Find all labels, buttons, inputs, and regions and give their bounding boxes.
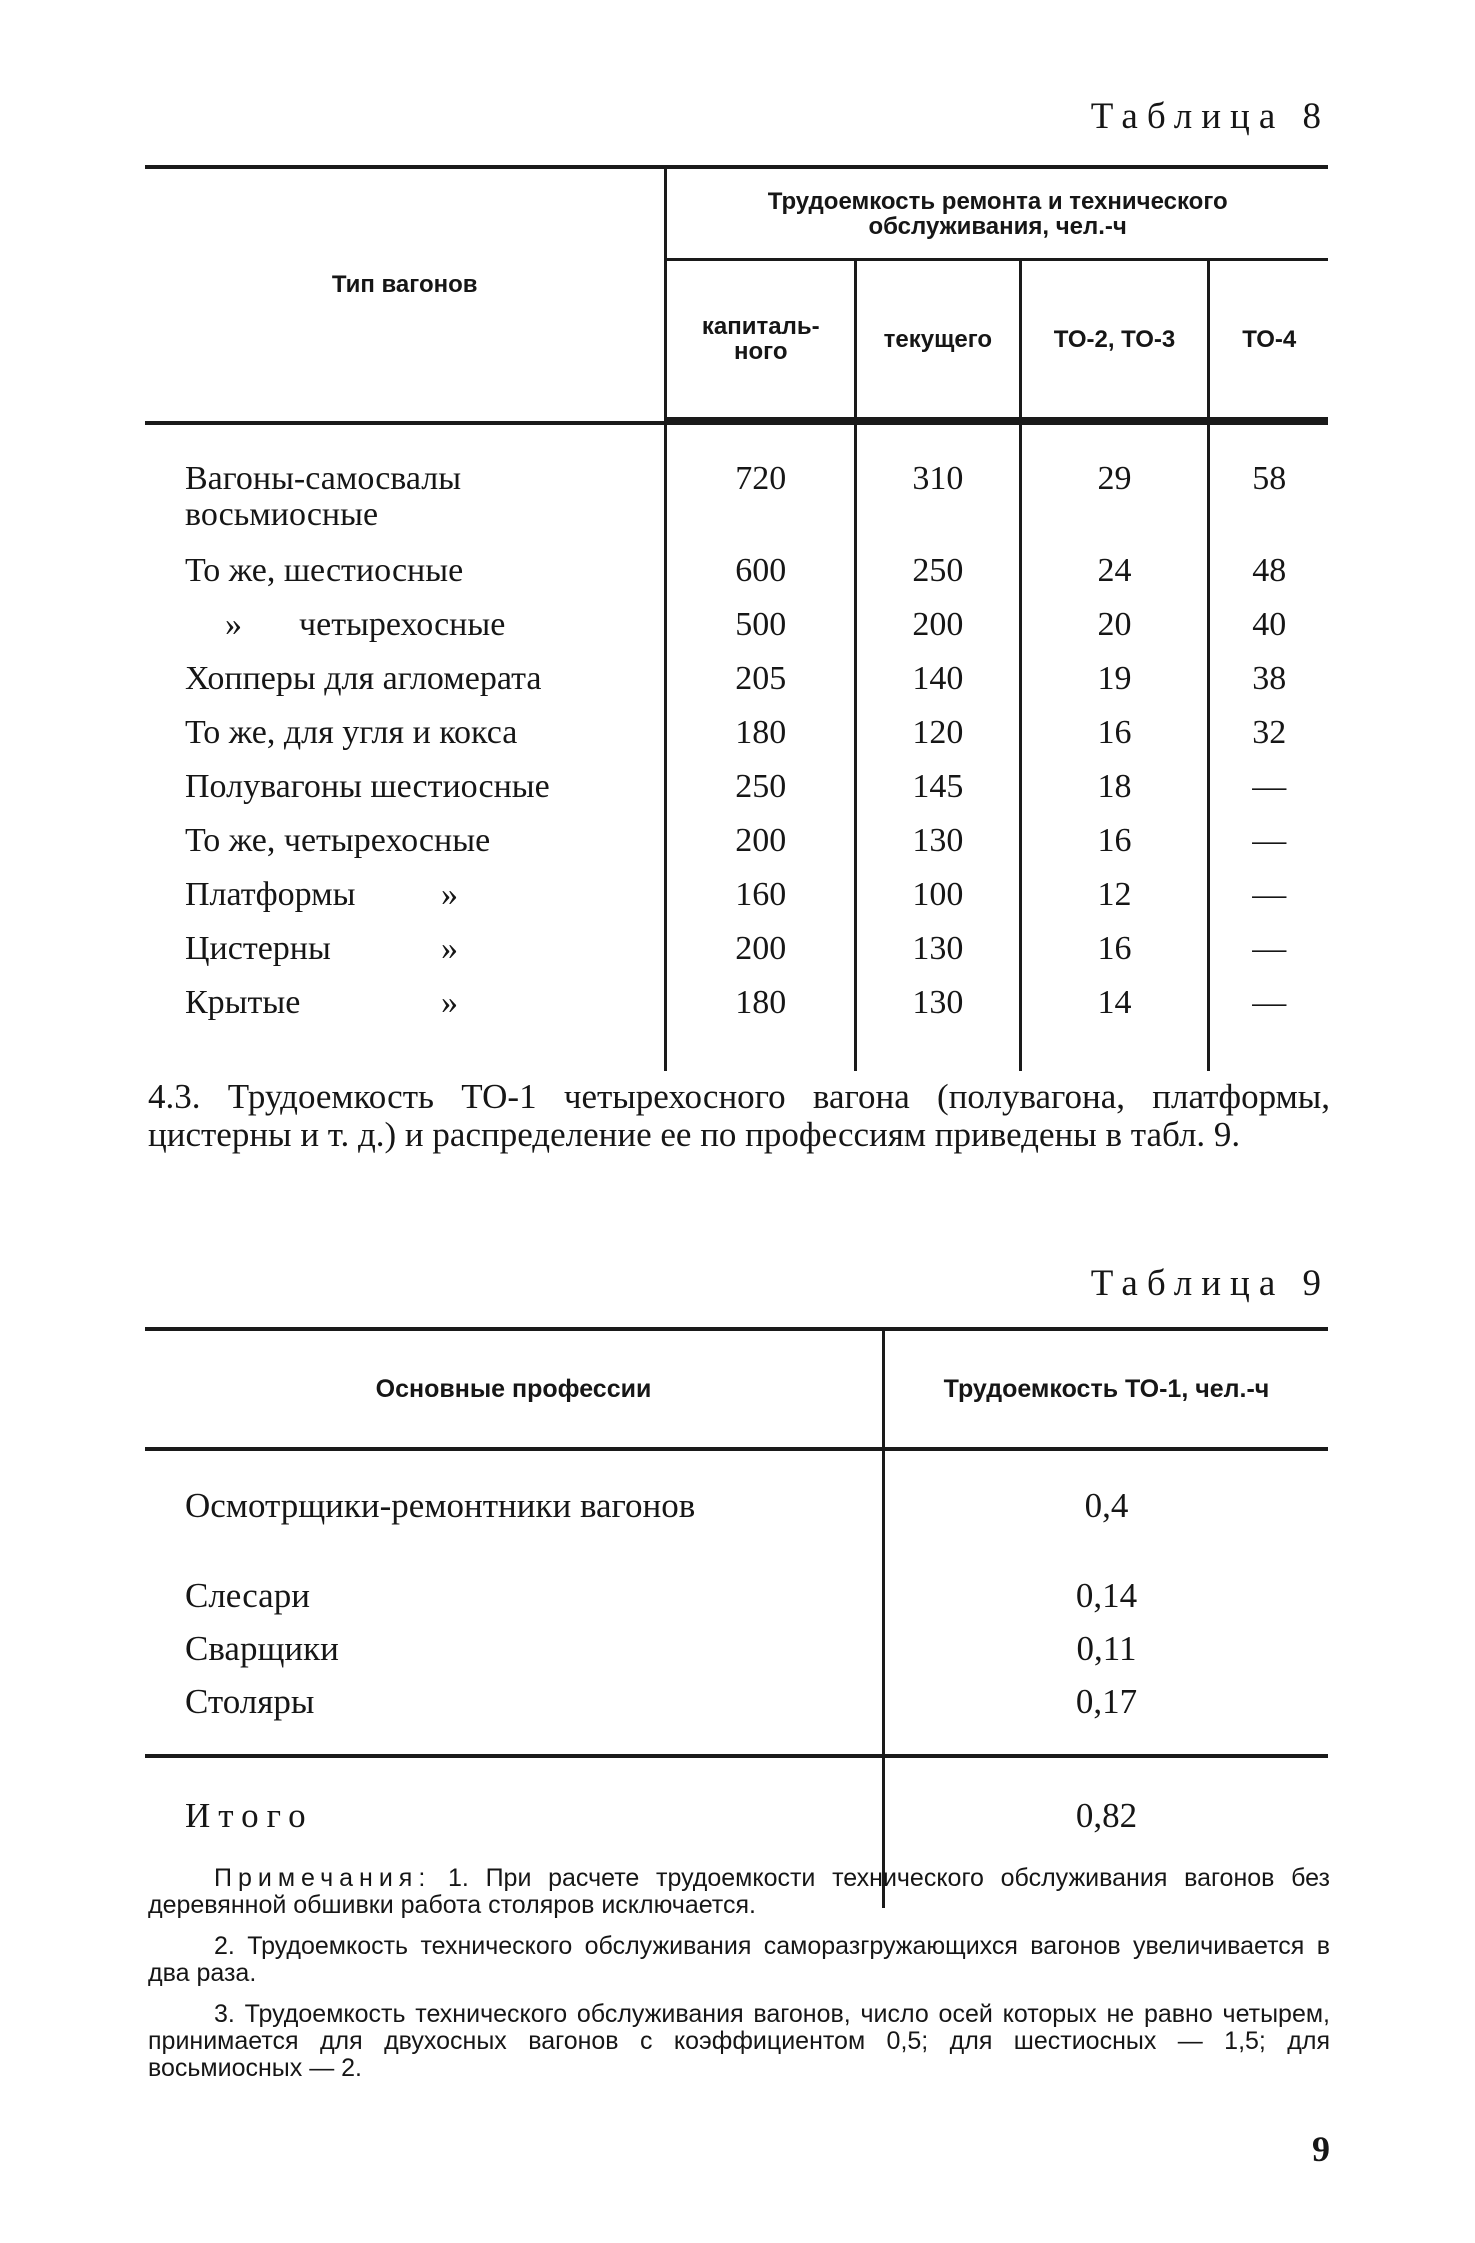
table-row [145,1631,1328,1684]
table-row [145,661,1328,715]
row-name-text: Платформы [185,876,356,913]
cell-to4: — [1209,877,1328,931]
table-row [145,769,1328,823]
table9 [145,1327,1328,1908]
cell-to23: 12 [1020,877,1209,931]
labor-value: 0,4 [1084,1486,1129,1525]
cell-to4: — [1209,985,1328,1071]
cell-capital: 180 [666,715,856,769]
table8 [145,165,1328,1071]
note-3: 3. Трудоемкость технического обслуживания вагонов, число осей которых не равно четырем, принимается для двухосных вагонов с коэффициентом 0,5; для шестиосных — 1,5; для восьмиосных — 2. [148,2000,1330,2082]
row-name-text: Цистерны [185,930,331,967]
row-name [145,985,666,1071]
cell-capital: 600 [666,553,856,607]
cell-capital: 250 [666,769,856,823]
cell-current: 130 [856,931,1020,985]
cell-current: 100 [856,877,1020,931]
table8-header-to23: ТО-2, ТО-3 [1020,260,1209,419]
cell-current: 140 [856,661,1020,715]
cell-to23: 24 [1020,553,1209,607]
cell-to23: 16 [1020,715,1209,769]
table9-caption: Таблица 9 [1090,1263,1330,1304]
labor-value: 0,11 [1076,1629,1137,1668]
cell-to4: — [1209,931,1328,985]
row-name [145,607,666,661]
profession-name: Сварщики [145,1631,884,1684]
note-1 [148,1865,1330,1919]
cell-current: 250 [856,553,1020,607]
cell-to23: 19 [1020,661,1209,715]
table8-header-to4: ТО-4 [1209,260,1328,419]
row-name: Вагоны-самосвалы восьмиосные [185,460,462,533]
cell-to4: — [1209,823,1328,877]
paragraph-4-3: 4.3. Трудоемкость ТО-1 четырехосного вагона (полувагона, платформы, цистерны и т. д.) и распределение ее по профессиям приведены в табл. 9. [148,1077,1330,1154]
cell-capital: 720 [666,423,856,553]
cell-capital: 200 [666,931,856,985]
table8-header-group: Трудоемкость ремонта и технического обслуживания, чел.-ч [666,167,1328,260]
row-name-text: Крытые [185,984,301,1021]
table8-header-current: текущего [856,260,1020,419]
cell-to4: 40 [1209,607,1328,661]
labor-value: 0,14 [1075,1576,1138,1615]
table-row [145,553,1328,607]
ditto-mark: » [225,606,242,643]
table8-caption: Таблица 8 [1090,96,1330,137]
table-row [145,877,1328,931]
cell-current: 310 [856,423,1020,553]
row-name [145,931,666,985]
ditto-mark: » [441,984,458,1021]
ditto-mark: » [441,876,458,913]
table-row [145,1684,1328,1756]
cell-to23: 20 [1020,607,1209,661]
cell-to23: 18 [1020,769,1209,823]
profession-name: Осмотрщики-ремонтники вагонов [145,1449,884,1578]
note-1-text: 1. При расчете трудоемкости технического обслуживания вагонов без деревянной обшивки работа столяров исключается. [148,1864,1330,1919]
labor-value: 0,17 [884,1684,1329,1756]
cell-capital: 200 [666,823,856,877]
cell-current: 200 [856,607,1020,661]
table-row [145,423,1328,553]
table9-header-labor: Трудоемкость ТО-1, чел.-ч [884,1329,1329,1449]
table-row [145,715,1328,769]
cell-capital: 205 [666,661,856,715]
row-name: То же, четырехосные [185,822,491,859]
row-name: Хопперы для агломерата [185,660,542,697]
table-row [145,1449,1328,1578]
table9-header-professions: Основные профессии [145,1329,884,1449]
cell-current: 130 [856,985,1020,1071]
cell-to4: 58 [1209,423,1328,553]
cell-capital: 180 [666,985,856,1071]
total-label: Итого [145,1756,884,1908]
row-name: Полувагоны шестиосные [185,768,550,805]
page-number: 9 [1312,2129,1330,2169]
notes [148,1865,1330,2096]
table-row [145,823,1328,877]
notes-label: Примечания: [214,1864,432,1892]
cell-to23: 16 [1020,931,1209,985]
total-value: 0,82 [1075,1796,1138,1835]
row-name-rest: четырехосные [299,606,506,643]
profession-name: Столяры [145,1684,884,1756]
cell-capital: 160 [666,877,856,931]
row-name: То же, шестиосные [185,552,464,589]
row-name [145,877,666,931]
cell-current: 145 [856,769,1020,823]
profession-name: Слесари [145,1578,884,1631]
cell-capital: 500 [666,607,856,661]
cell-to4: — [1209,769,1328,823]
cell-to23: 16 [1020,823,1209,877]
table8-header-capital: капиталь-ного [666,260,856,419]
table-row [145,1578,1328,1631]
table-row [145,985,1328,1071]
note-2: 2. Трудоемкость технического обслуживания саморазгружающихся вагонов увеличивается в два раза. [148,1932,1330,1987]
cell-current: 120 [856,715,1020,769]
cell-to4: 48 [1209,553,1328,607]
cell-to4: 32 [1209,715,1328,769]
cell-to4: 38 [1209,661,1328,715]
cell-current: 130 [856,823,1020,877]
ditto-mark: » [441,930,458,967]
cell-to23: 29 [1020,423,1209,553]
table8-header-type: Тип вагонов [145,167,666,419]
cell-to23: 14 [1020,985,1209,1071]
row-name: То же, для угля и кокса [185,714,518,751]
table-row [145,607,1328,661]
table-row [145,931,1328,985]
